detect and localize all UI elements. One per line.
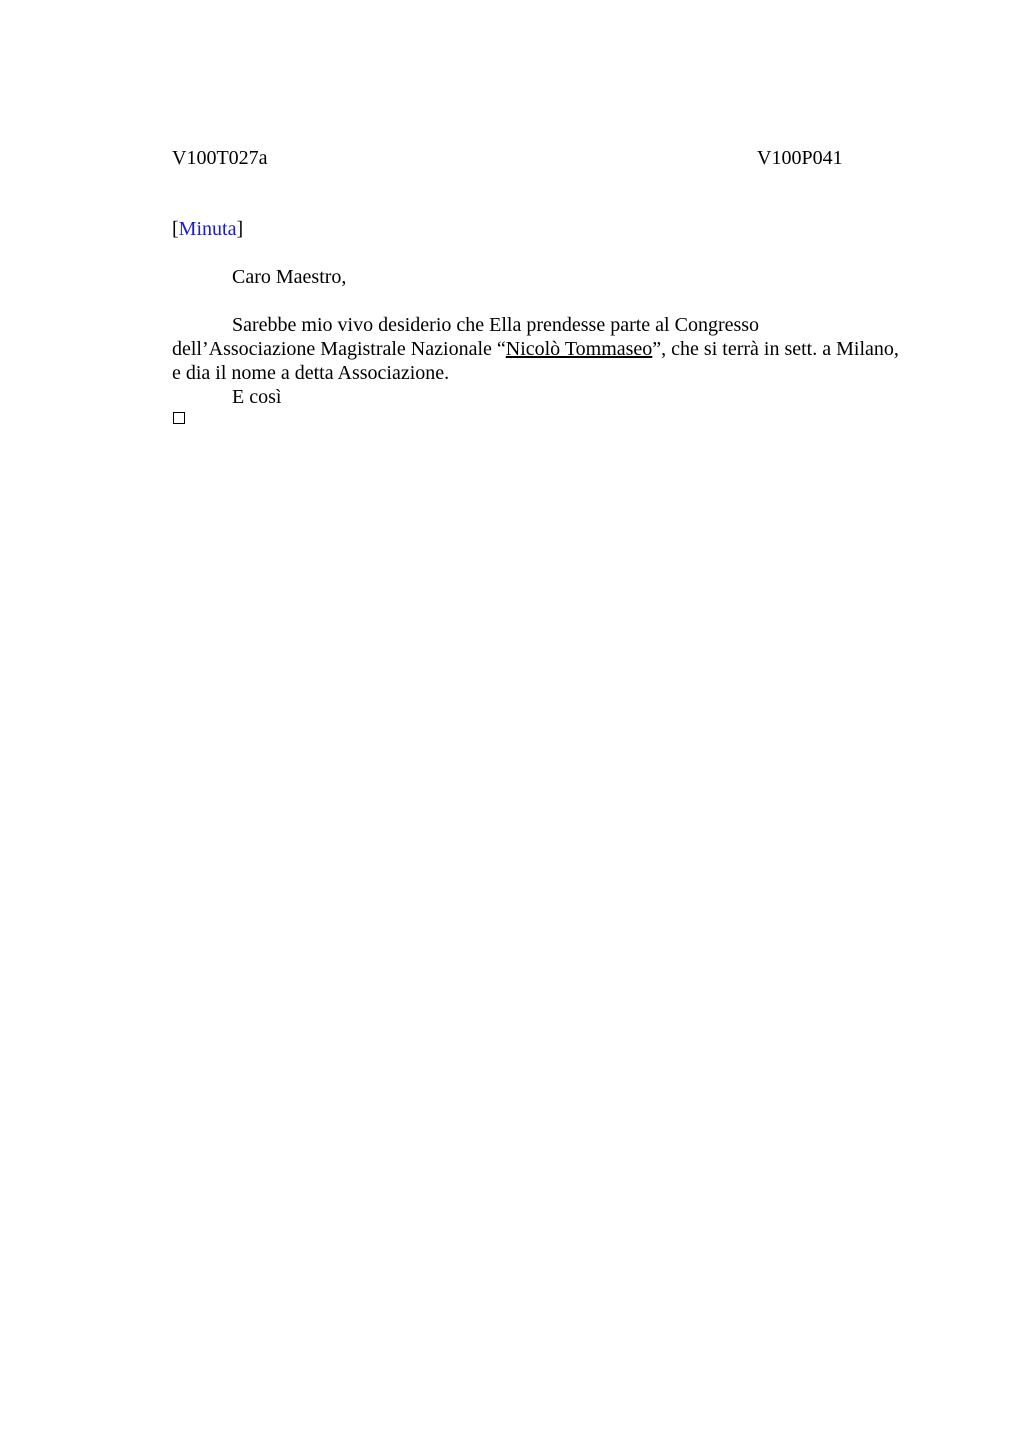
letter-line-3: e dia il nome a detta Associazione. — [172, 362, 450, 384]
empty-checkbox-icon — [173, 412, 185, 424]
letter-line-2-start: dell’Associazione Magistrale Nazionale “ — [172, 338, 506, 360]
document-code-left: V100T027a — [172, 147, 268, 169]
close-bracket: ] — [236, 218, 244, 240]
letter-line-4: E così — [232, 386, 282, 408]
letter-line-2-end: ”, che si terrà in sett. a Milano, — [652, 338, 899, 360]
document-code-right: V100P041 — [757, 147, 843, 169]
letter-salutation: Caro Maestro, — [232, 266, 347, 288]
minuta-label: Minuta — [178, 218, 237, 240]
minuta-note — [172, 217, 243, 241]
open-bracket: [ — [172, 218, 179, 240]
letter-line-1: Sarebbe mio vivo desiderio che Ella prendesse parte al Congresso — [232, 314, 760, 336]
underlined-name: Nicolò Tommaseo — [505, 338, 653, 360]
letter-line-2 — [172, 337, 899, 361]
